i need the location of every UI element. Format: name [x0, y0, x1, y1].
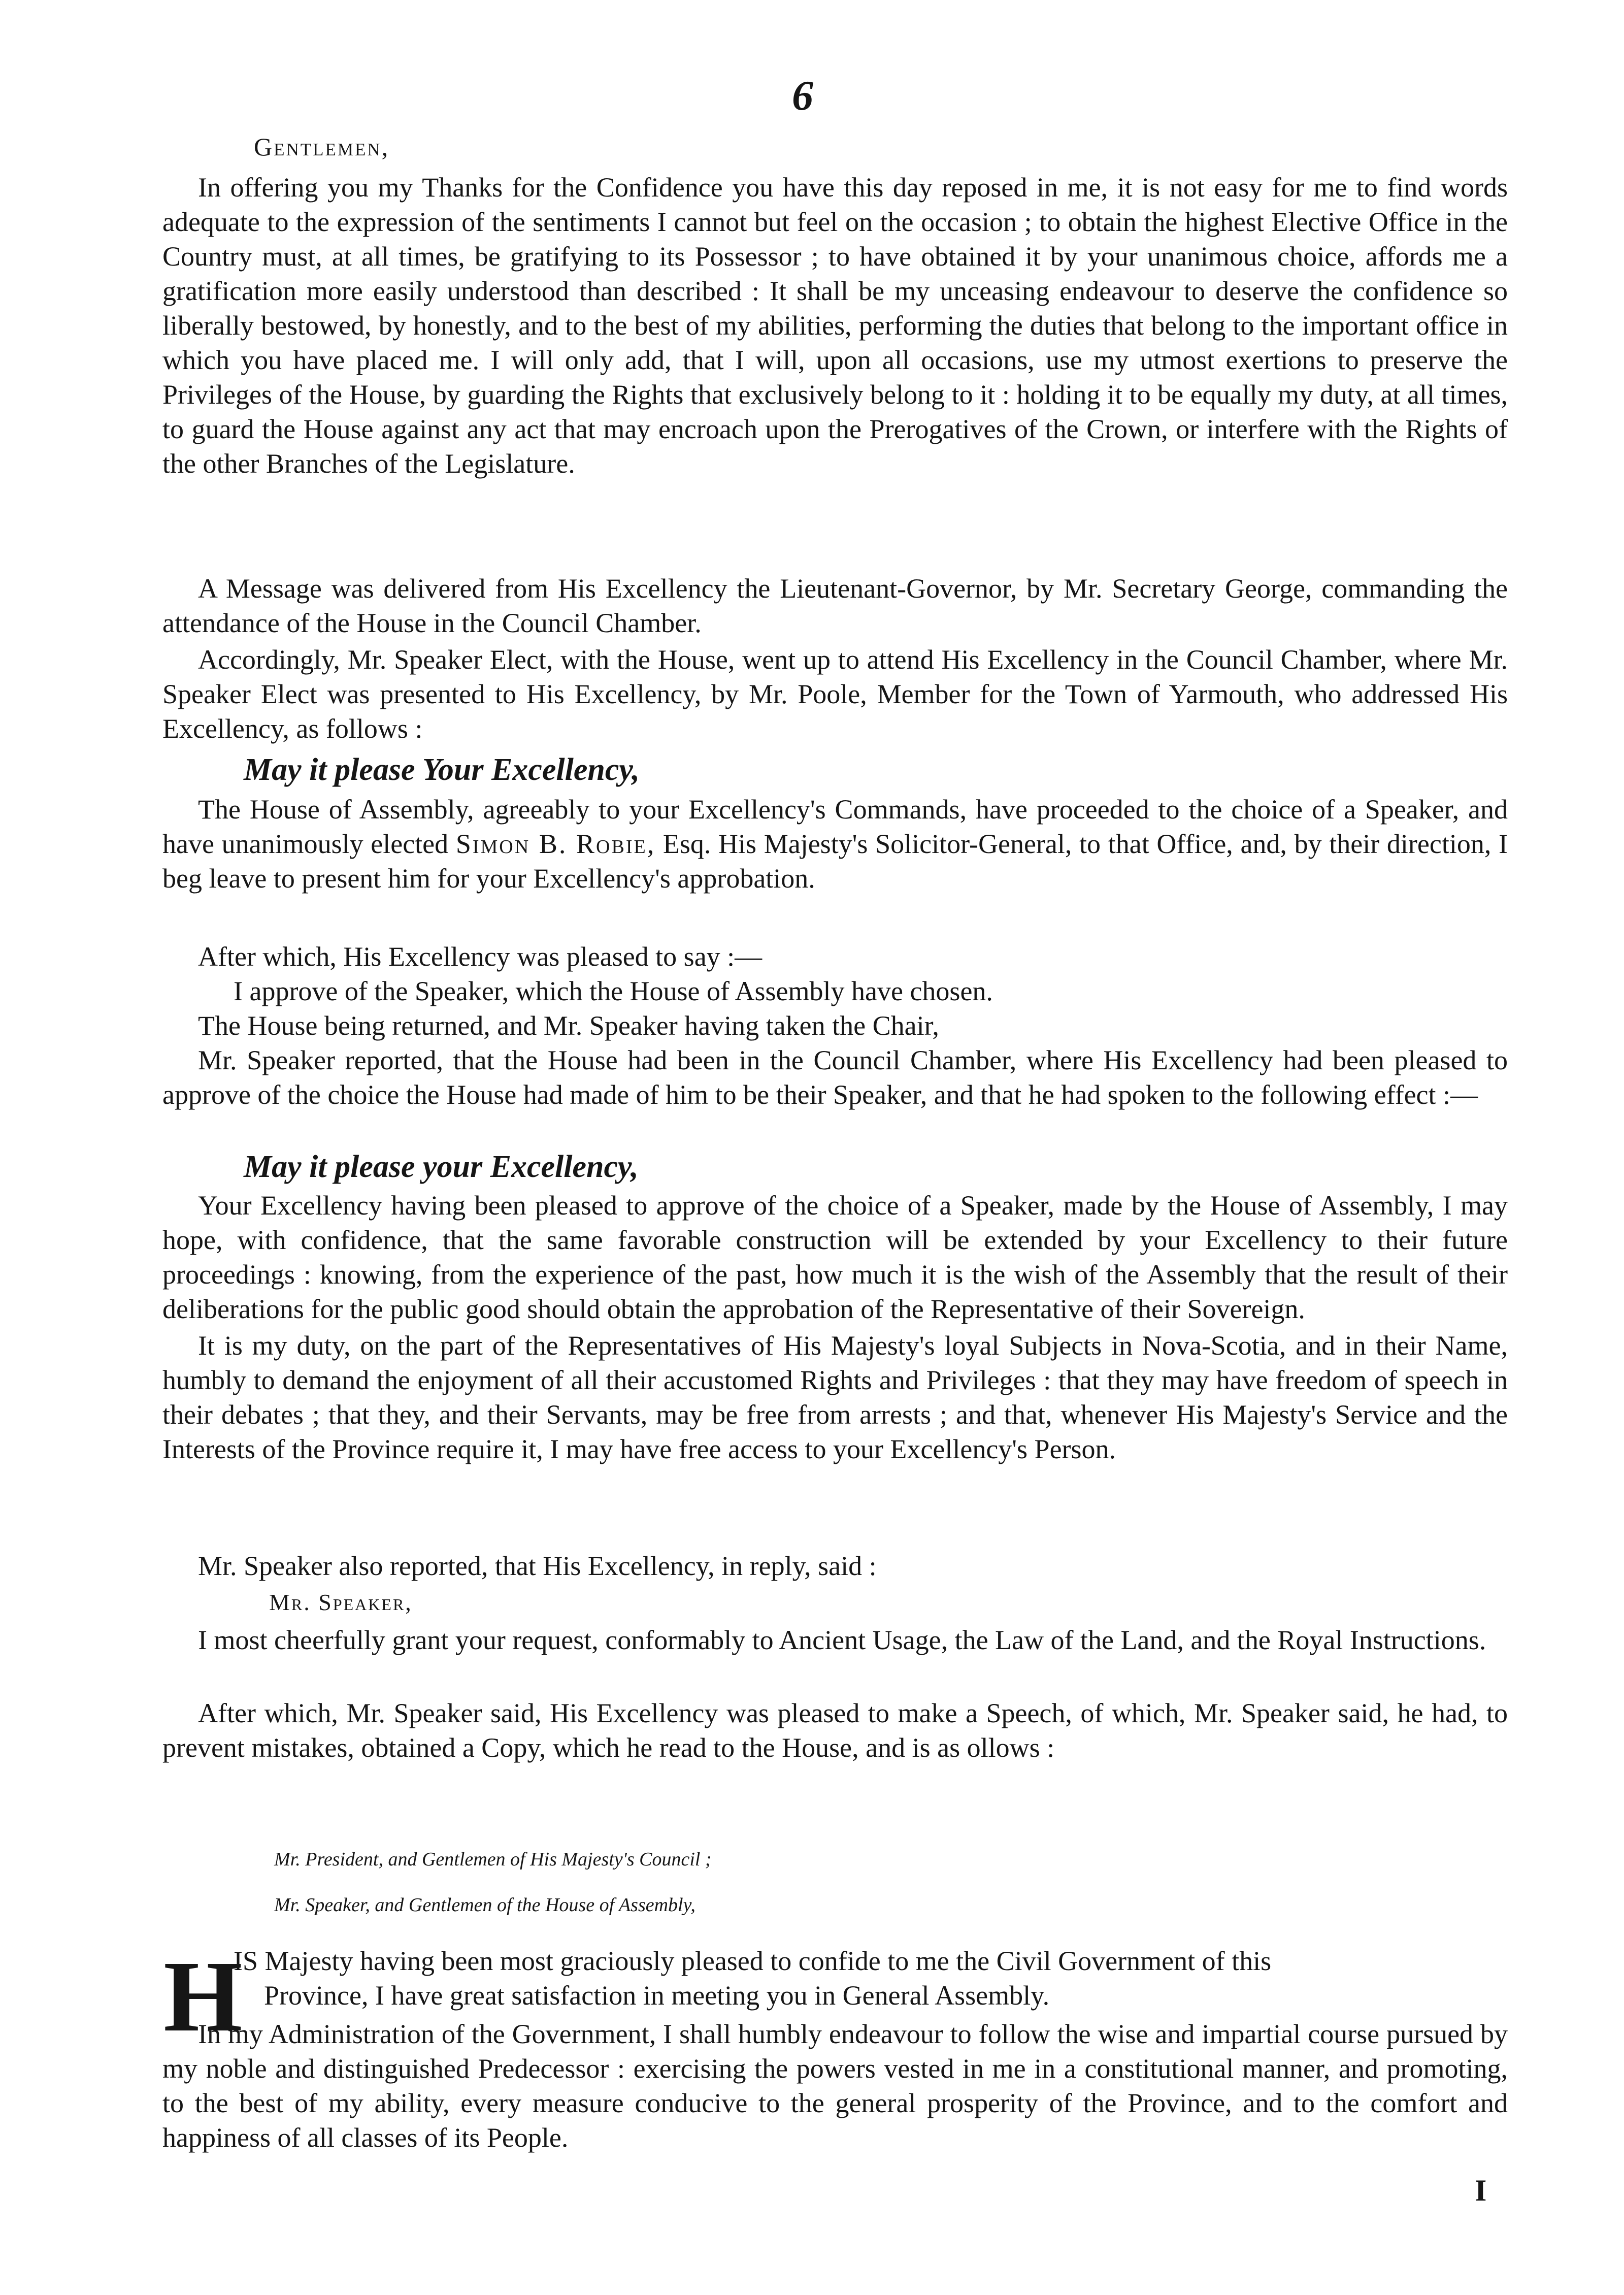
cheerfully-paragraph: I most cheerfully grant your request, conformably to Ancient Usage, the Law of the Land, and the Royal Instructions.: [198, 1625, 1486, 1655]
speech-line-2: Province, I have great satisfaction in meeting you in General Assembly.: [264, 1980, 1050, 2011]
after-speech-paragraph: After which, Mr. Speaker said, His Excellency was pleased to make a Speech, of which, Mr. Speaker said, he had, to prevent mistakes, obtained a Copy, which he read to the House, and is as ollows :: [162, 1698, 1508, 1763]
accordingly-paragraph: Accordingly, Mr. Speaker Elect, with the House, went up to attend His Excellency in the Council Chamber, where Mr. Speaker Elect was presented to His Excellency, by Mr. Poole, Member for the Town of Yarmouth, who addressed His Excellency, as follows :: [162, 644, 1508, 744]
drop-cap: H: [163, 1941, 243, 2053]
message-paragraphs: [162, 571, 1508, 746]
house-assembly-paragraph: The House of Assembly, agreeably to your Excellency's Commands, have proceeded to the choice of a Speaker, and have unanimously elected Simon B. Robie, Esq. His Majesty's Solicitor-General, to that Office, and, by their direction, I beg leave to present him for your Excellency's approbation.: [162, 794, 1508, 894]
address-council: Mr. President, and Gentlemen of His Majesty's Council ;: [274, 1849, 712, 1870]
message-paragraph: A Message was delivered from His Excellency the Lieutenant-Governor, by Mr. Secretary George, commanding the attendance of the House in the Council Chamber.: [162, 573, 1508, 638]
salutation-1: May it please Your Excellency,: [244, 752, 640, 787]
your-excellency-paragraph: Your Excellency having been pleased to approve of the choice of a Speaker, made by the House of Assembly, I may hope, with confidence, that the same favorable construction will be extended by your Excellency to their future proceedings : knowing, from the experience of the past, how much it is the wish of the Assembly that the result of their deliberations for the public good should obtain the approbation of the Representative of their Sovereign.: [162, 1190, 1508, 1324]
administration-paragraph: In my Administration of the Government, I shall humbly endeavour to follow the wise and impartial course pursued by my noble and distinguished Predecessor : exercising the powers vested in me in a constitutional manner, and promoting, to the best of my ability, every measure conducive to the general prosperity of the Province, and to the comfort and happiness of all classes of its People.: [162, 2019, 1508, 2153]
after-which-line: After which, His Excellency was pleased to say :—: [198, 941, 763, 972]
signature-mark: I: [1475, 2174, 1487, 2207]
approve-line: I approve of the Speaker, which the House of Assembly have chosen.: [234, 976, 993, 1006]
house-returned-line: The House being returned, and Mr. Speaker having taken the Chair,: [198, 1010, 939, 1041]
speaker-reported-paragraph: Mr. Speaker reported, that the House had been in the Council Chamber, where His Excellency had been pleased to approve of the choice the House had made of him to be their Speaker, and that he had spoken to the following effect :—: [162, 1045, 1508, 1110]
speaker-address-paragraphs: [162, 1188, 1508, 1466]
speech-opening: [234, 1944, 1508, 2013]
speaker-thanks-paragraph: In offering you my Thanks for the Confidence you have this day reposed in me, it is not easy for me to find words adequate to the expression of the sentiments I cannot but feel on the occasion ; to obtain the highest Elective Office in the Country must, at all times, be gratifying to its Possessor ; to have obtained it by your unanimous choice, affords me a gratification more easily understood than described : It shall be my unceasing endeavour to deserve the confidence so liberally bestowed, by honestly, and to the best of my abilities, performing the duties that belong to the important office in which you have placed me. I will only add, that I will, upon all occasions, use my utmost exertions to preserve the Privileges of the House, by guarding the Rights that exclusively belong to it : holding it to be equally my duty, at all times, to guard the House against any act that may encroach upon the Prerogatives of the Crown, or interfere with the Rights of the other Branches of the Legislature.: [162, 172, 1508, 479]
mr-speaker-line: Mr. Speaker,: [269, 1589, 413, 1615]
page-number: 6: [792, 72, 813, 119]
address-assembly: Mr. Speaker, and Gentlemen of the House of Assembly,: [274, 1894, 695, 1916]
speech-line-1: IS Majesty having been most graciously pleased to confide to me the Civil Government of this: [234, 1946, 1272, 1976]
gentlemen-heading: Gentlemen,: [254, 133, 390, 161]
salutation-2: May it please your Excellency,: [244, 1150, 639, 1184]
also-reported-line: Mr. Speaker also reported, that His Excellency, in reply, said :: [198, 1551, 877, 1581]
my-duty-paragraph: It is my duty, on the part of the Representatives of His Majesty's loyal Subjects in Nova-Scotia, and in their Name, humbly to demand the enjoyment of all their accustomed Rights and Privileges : that they may have freedom of speech in their debates ; that they, and their Servants, may be free from arrests ; and that, whenever His Majesty's Service and the Interests of the Province require it, I may have free access to your Excellency's Person.: [162, 1330, 1508, 1464]
speaker-name: Simon B. Robie,: [455, 829, 656, 859]
